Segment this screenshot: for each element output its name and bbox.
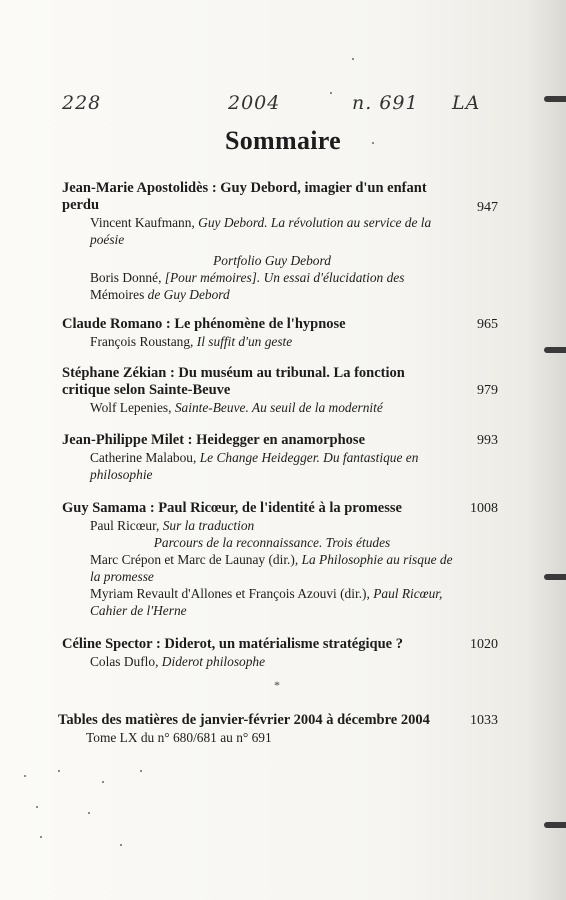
review-title: Paul Ricœur, Cahier de l'Herne: [90, 586, 443, 618]
entry-page-number: 993: [477, 433, 498, 448]
binding-hole-mark: [544, 96, 566, 102]
scan-speck: [120, 844, 122, 846]
entry-heading: Céline Spector : Diderot, un matérialisme stratégique ?: [62, 636, 403, 652]
review-author: Vincent Kaufmann,: [90, 215, 199, 230]
scan-speck: [102, 781, 104, 783]
entry-heading: Guy Samama : Paul Ricœur, de l'identité à la promesse: [62, 500, 402, 516]
entry-review: [90, 214, 454, 248]
toc-entry: [62, 365, 498, 416]
toc-entry: [62, 636, 498, 670]
review-title: Sainte-Beuve. Au seuil de la modernité: [174, 400, 383, 415]
scan-speck: [58, 770, 60, 772]
handwritten-year: 2004: [228, 92, 281, 114]
review-title: Il suffit d'un geste: [196, 334, 293, 349]
review-author: François Roustang,: [90, 334, 197, 349]
review-author: Myriam Revault d'Allones et François Azouvi (dir.),: [90, 586, 374, 601]
entry-portfolio: Portfolio Guy Debord: [213, 253, 331, 268]
scan-speck: [36, 806, 38, 808]
entry-review: [90, 551, 454, 585]
scan-speck: [140, 770, 142, 772]
review-author: Boris Donné,: [90, 270, 165, 285]
entry-review: [90, 333, 454, 350]
entry-heading: Jean-Marie Apostolidès : Guy Debord, imagier d'un enfant perdu: [62, 180, 427, 213]
toc-entry: [62, 180, 498, 303]
page-title: Sommaire: [224, 126, 341, 155]
scan-speck: [40, 836, 42, 838]
entry-page-number: 1020: [470, 637, 498, 652]
binding-hole-mark: [544, 347, 566, 353]
toc-entry: [62, 432, 498, 483]
entry-review: [90, 653, 454, 670]
entry-heading: Stéphane Zékian : Du muséum au tribunal. La fonction critique selon Sainte-Beuve: [62, 365, 405, 398]
review-title: [Pour mémoires]. Un essai d'élucidation des: [164, 270, 405, 285]
entry-review: [90, 517, 454, 534]
entry-heading: Claude Romano : Le phénomène de l'hypnose: [62, 316, 346, 332]
review-author: Marc Crépon et Marc de Launay (dir.),: [90, 552, 302, 567]
scan-speck: [372, 142, 374, 144]
entry-page-number: 1008: [470, 501, 498, 516]
scan-speck: [88, 812, 90, 814]
entry-second-title: Parcours de la reconnaissance. Trois études: [153, 535, 391, 550]
review-title: Guy Debord. La révolution au service de la poésie: [90, 215, 432, 247]
scan-speck: [352, 58, 354, 60]
review-title: La Philosophie au risque de la promesse: [90, 552, 453, 584]
section-separator: *: [274, 678, 280, 692]
review-author: Colas Duflo,: [90, 654, 162, 669]
review-title-plain: Mémoires: [90, 287, 148, 302]
entry-review: [90, 269, 454, 303]
entry-review: [90, 585, 454, 619]
entry-review: [90, 399, 454, 416]
handwritten-mark: LA: [452, 92, 481, 114]
entry-page-number: 979: [477, 383, 498, 398]
entry-page-number: 1033: [470, 713, 498, 728]
review-title: Diderot philosophe: [161, 654, 266, 669]
entry-page-number: 965: [477, 317, 498, 332]
review-author: Wolf Lepenies,: [90, 400, 175, 415]
review-title: Le Change Heidegger. Du fantastique en philosophie: [90, 450, 419, 482]
scan-speck: [330, 92, 332, 94]
handwritten-page-number: 228: [62, 92, 102, 114]
review-title: Sur la traduction: [162, 518, 255, 533]
handwritten-issue: n. 691: [352, 92, 419, 114]
toc-entry: [62, 316, 498, 350]
scan-speck: [24, 775, 26, 777]
review-author: Catherine Malabou,: [90, 450, 200, 465]
review-author: Paul Ricœur,: [90, 518, 163, 533]
entry-review: [90, 449, 454, 483]
toc-entry-tables: [58, 712, 498, 746]
entry-subline: Tome LX du n° 680/681 au n° 691: [86, 730, 272, 745]
binding-hole-mark: [544, 822, 566, 828]
entry-heading: Tables des matières de janvier-février 2004 à décembre 2004: [58, 712, 430, 728]
review-title-tail: de Guy Debord: [147, 287, 230, 302]
binding-hole-mark: [544, 574, 566, 580]
entry-page-number: 947: [477, 200, 498, 215]
entry-heading: Jean-Philippe Milet : Heidegger en anamorphose: [62, 432, 365, 448]
toc-entry: [62, 500, 498, 619]
